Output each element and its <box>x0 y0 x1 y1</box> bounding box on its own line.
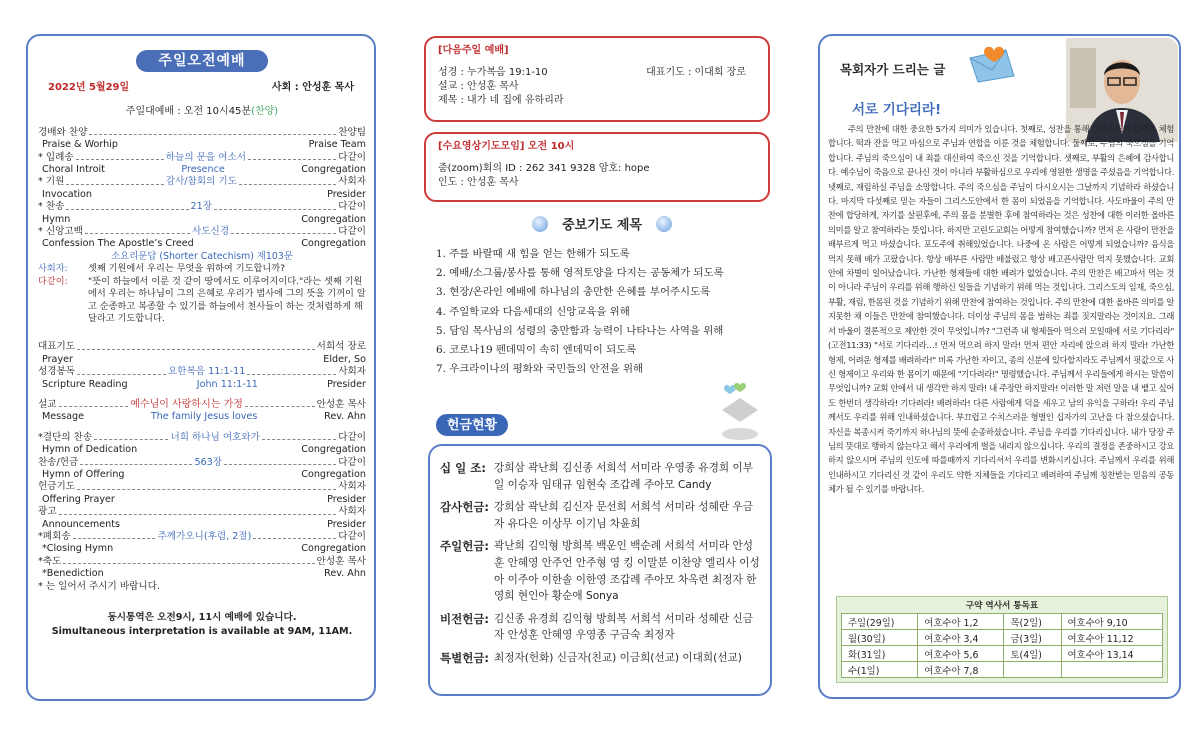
dashed-leader <box>77 349 315 350</box>
reading-row <box>842 646 1163 662</box>
reading-cell: 월(30일) <box>842 630 918 646</box>
spacer <box>38 391 366 399</box>
order-item-leader: 사회자 <box>338 366 367 378</box>
order-item-leader-en: Congregation <box>301 164 366 176</box>
reading-row <box>842 662 1163 678</box>
reading-cell: 토(4일) <box>1004 646 1061 662</box>
dashed-leader <box>253 538 336 539</box>
order-item-ko <box>38 341 366 353</box>
order-item-leader-en: Presider <box>327 493 366 505</box>
offering-names: 강희삼 곽난희 김신자 문선희 서희석 서미라 성혜란 우금자 유다은 이상무 이기님 차윤희 <box>494 501 753 530</box>
order-item-name-en: Offering Prayer <box>42 493 115 505</box>
order-item-en <box>38 164 366 176</box>
order-item-leader: 다같이 <box>338 531 367 542</box>
pastor-letter-panel <box>818 34 1181 699</box>
letter-title: 서로 기다리라! <box>852 102 942 118</box>
order-item-en <box>38 189 366 201</box>
dashed-leader <box>77 374 166 375</box>
dashed-leader <box>248 159 336 160</box>
sermon-title: 예수님이 사랑하시는 가정 <box>130 398 243 410</box>
order-item-name: * 신앙고백 <box>38 226 83 238</box>
order-item-detail: 21장 <box>190 201 213 213</box>
stand-note: * 는 일어서 주시기 바랍니다. <box>38 580 160 592</box>
sermon-title-en: The family Jesus loves <box>150 411 258 423</box>
reading-cell: 주일(29일) <box>842 614 918 630</box>
catechism-answer <box>38 276 366 326</box>
offering-names: 김신종 유경희 김익형 방희복 서희석 서미라 성혜란 신금자 안성훈 안혜영 우영종 구금숙 최정자 <box>494 612 753 642</box>
order-item-leader: 다같이 <box>338 226 366 238</box>
order-item-en <box>38 354 366 366</box>
next-title: 제목 : 내가 네 집에 유하리라 <box>438 95 564 106</box>
order-item-ko <box>38 531 366 543</box>
order-item-en <box>38 519 366 531</box>
order-item-detail: 주께가오니(후렴, 2절) <box>157 531 252 542</box>
interpretation-note <box>38 611 366 639</box>
order-item-leader: 다같이 <box>338 201 366 213</box>
order-item-detail: 563장 <box>194 456 223 468</box>
order-item-leader: 다같이 <box>338 456 366 468</box>
prayer-item: 3. 현장/온라인 예배에 하나님의 충만한 은혜를 부어주시도록 <box>436 286 711 299</box>
reading-schedule <box>841 613 1163 678</box>
order-item-name-en: Confession The Apostle’s Creed <box>42 238 194 250</box>
prayer-item: 6. 코로나19 펜데믹이 속히 엔데믹이 되도록 <box>436 344 637 357</box>
order-item-en <box>38 379 366 391</box>
dashed-leader <box>59 406 129 407</box>
order-item-ko <box>38 226 366 238</box>
order-item-ko <box>38 201 366 213</box>
order-item-leader-en: Congregation <box>301 468 366 480</box>
order-item-leader: 서희석 장로 <box>316 341 366 353</box>
dashed-leader <box>247 374 336 375</box>
question-text: 셋째 기원에서 우리는 무엇을 위하여 기도합니까? <box>88 263 285 275</box>
offering-row <box>440 538 762 604</box>
offering-category: 비전헌금: <box>440 611 490 626</box>
offering-row <box>440 460 762 493</box>
next-week-box <box>424 36 770 122</box>
dashed-leader <box>85 233 190 234</box>
order-item-detail: 요한복음 11:1-11 <box>167 366 246 378</box>
sermon-line <box>38 399 366 411</box>
order-item-leader: 사회자 <box>338 506 366 518</box>
order-item-leader: 사회자 <box>338 481 366 493</box>
order-item-detail-en: Presence <box>181 164 225 176</box>
dashed-leader <box>89 134 336 135</box>
order-item-name-en: Choral Introit <box>42 164 105 176</box>
envelope-heart-icon <box>966 42 1018 84</box>
answer-label: 다같이: <box>38 275 68 287</box>
order-item-name-en: Hymn of Offering <box>42 468 125 480</box>
reading-cell: 여호수아 7,8 <box>918 662 1004 678</box>
order-item-detail: 사도신경 <box>192 226 230 238</box>
worship-title: 주일오전예배 <box>136 50 268 72</box>
next-prayer: 대표기도 : 이대희 장로 <box>646 67 746 78</box>
service-tag: (찬양) <box>251 106 279 118</box>
order-item-leader-en: Congregation <box>301 238 366 250</box>
reading-cell: 여호수아 3,4 <box>918 630 1004 646</box>
bubble-icon <box>532 216 548 232</box>
letter-body: 주의 만찬에 대한 중요한 5가지 의미가 있습니다. 첫째로, 성찬을 통해 그리스도의 임재를 체험합니다. 떡과 잔을 먹고 마심으로 주님과 연합을 이룬 것을 체험합니다. 둘째로, 주님의 죽으심을 기억합니다. 주님의 죽으심이 내 죄를 대신하여 죽으신 것을 기억합니다. 셋째로, 부활의 은혜에 감사합니다. 예수님이 죽음으로 끝나신 것이 아니라 부활하심으로 우리에 영원한 생명을 주셨음을 기억합니다. 넷째로, 재림하실 주님을 소망합니다. 주의 죽으심을 주님이 다시오시는 그날까지 기념하라 하셨습니다. 마지막 다섯째로 믿는 자들이 그리스도안에서 한 몸이 되었음을 기억합니다. 사도바울이 주의 만찬에 합당하게, 자기를 살핀후에, 주의 몸을 분별한 후에 참여하라는 것은 성찬에 대한 이러한 올바른 의미를 알고 참여하라는 뜻입니다. 하지만 고린도교회는 어떻게 참여했습니까? 먼저 온 사람이 만찬을 배부르게 먹고 마셨습니다. 포도주에 취해있었습니다. 나중에 온 사람은 어떻게 되었습니까? 음식을 먹지 못해 배가 고팠습니다. 항상 배부른 사람만 배불렀고 항상 배고픈사람만 먹지 못했습니다. 교회 안에 차별이 일어났습니다. 가난한 형제들에 대한 배려가 없었습니다. 주의 만찬은 배고파서 먹는 것이 아니라 주님이 우리를 위해 행하신 일들을 기념하기 위해 먹는 것입니다. 그리스도의 임재, 죽으심, 부활, 재림, 한몸된 것을 기념하기 위해 만찬에 참여하는 것입니다. 주의 만찬에 대한 올바른 의미를 알지못한 채 이들은 만찬에 참여했습니다. 더이상 주님의 몸을 범하는 죄를 짓지말라는 것이지요. 그래서 바울이 결론적으로 제안한 것이 무엇입니까? "그런즉 내 형제들아 먹으러 모일때에 서로 기다리라"(고전11:33) "서로 기다리라…! 먼저 먹으려 하지 말라! 먼저 편안 자리에 앉으려 하지 말라! 가난한 형제, 어려운 형제를 배려하라!" 비록 가난한 자이고, 종의 신분에 있다할지라도 주님께서 핏값으로 사신 형제이고 우리와 한 몸이기 때문에 "기다려라!" 명령했습니다. 주님께서 우리들에게 하시는 말씀이 무엇입니까? 교회 안에서 내 생각만 하지 말라! 내 주장만 하지말라! 이러한 말 저런 말을 내 뱉고 싶어도 한번더 생각하라! 기다려라! 배려하라! 다른 사람에게 덕을 세우고 남의 유익을 구하라! 우리 주님께서도 우리를 위해 인내하셨습니다. 부끄럽고 수치스러운 형벌인 십자가의 고난을 다 참으셨습니다. 자신을 복종시켜 죽기까지 하나님의 뜻에 순종하셨습니다. 주님을 우리를 기다리십니다. 내가 당장 주님의 뜻대로 행하지 않는다고 해서 우리에게 벌을 내리지 않으십니다. 우리의 결정을 존중하시고 강요하지 않으시며 주님의 인도에 따를때까지 기다리셔서 우리를 변화시키십니다. 주님께서 우리를 위해 인내하시고 기다리신 것 같이 우리도 약한 지체들을 기다리고 배려하여 주님께 칭찬받는 믿음의 공동체가 될 수 있기를 바랍니다. <box>828 124 1174 495</box>
worship-order-panel <box>26 34 376 701</box>
offering-category: 특별헌금: <box>440 650 490 665</box>
order-item-leader: 사회자 <box>338 176 367 188</box>
wednesday-leader: 인도 : 안성훈 목사 <box>438 177 519 188</box>
sermon-line-en <box>38 411 366 423</box>
order-item-name: * 입례송 <box>38 151 74 163</box>
order-item-leader: 찬양팀 <box>338 126 366 138</box>
order-item-name: * 찬송 <box>38 201 65 213</box>
order-item-ko <box>38 432 366 444</box>
order-item-detail: 감사/참회의 기도 <box>165 176 237 188</box>
offering-names: 최정자(헌화) 신금자(친교) 이금희(선교) 이대희(선교) <box>494 651 742 664</box>
next-sermon: 설교 : 안성훈 목사 <box>438 81 519 92</box>
order-item-leader-en: Rev. Ahn <box>324 568 366 580</box>
order-item-name-en: Announcements <box>42 518 121 530</box>
order-item-name-en: Invocation <box>42 188 92 200</box>
order-item-leader: 다같이 <box>338 431 367 443</box>
sermon-label-en: Message <box>42 411 85 423</box>
reading-table-caption: 구약 역사서 통독표 <box>965 601 1039 611</box>
order-item-name-en: Prayer <box>42 353 73 365</box>
order-item-name: 찬송/헌금 <box>38 456 79 468</box>
order-item-detail: 너희 하나님 여호와가 <box>170 431 260 443</box>
order-item-leader-en: Congregation <box>301 213 366 225</box>
offering-row <box>440 650 762 667</box>
order-item-name-en: Hymn <box>42 213 71 225</box>
dashed-leader <box>224 464 336 465</box>
dashed-leader <box>239 184 336 185</box>
order-item-name: *축도 <box>38 555 62 567</box>
dashed-leader <box>76 159 164 160</box>
reading-cell: 화(31일) <box>842 646 918 662</box>
prayer-title: 중보기도 제목 <box>562 218 642 233</box>
offering-category: 십 일 조: <box>440 461 486 475</box>
order-item-name: 대표기도 <box>38 341 76 353</box>
presider: 사회 : 안성훈 목사 <box>271 82 354 93</box>
reading-cell: 수(1일) <box>842 662 918 678</box>
sermon-label: 설교 <box>38 398 57 410</box>
dashed-leader <box>94 439 168 440</box>
order-item-ko <box>38 481 366 493</box>
order-item-name: * 기원 <box>38 176 65 188</box>
order-item-name: 광고 <box>38 506 57 518</box>
order-item-detail-en: John 11:1-11 <box>196 378 258 390</box>
order-item-leader-en: Presider <box>327 378 366 390</box>
order-item-leader-en: Presider <box>327 188 366 200</box>
dashed-leader <box>80 464 192 465</box>
order-item-en <box>38 568 366 580</box>
dashed-leader <box>231 233 336 234</box>
reading-row <box>842 614 1163 630</box>
order-item-ko <box>38 176 366 188</box>
dashed-leader <box>66 184 163 185</box>
reading-row <box>842 630 1163 646</box>
order-item-name-en: *Closing Hymn <box>42 543 114 555</box>
order-item-leader-en: Elder, So <box>323 353 366 365</box>
reading-table <box>836 596 1168 683</box>
prayer-list <box>432 245 772 379</box>
order-item-name-en: *Benediction <box>42 568 104 580</box>
order-item-ko <box>38 127 366 139</box>
reading-cell: 여호수아 11,12 <box>1061 630 1163 646</box>
pastor-header: 목회자가 드리는 글 <box>840 62 946 77</box>
order-item-leader-en: Praise Team <box>308 139 366 151</box>
date-line <box>38 82 366 94</box>
order-item-en <box>38 139 366 151</box>
reading-cell: 여호수아 9,10 <box>1061 614 1163 630</box>
order-item-en <box>38 444 366 456</box>
next-scripture: 성경 : 누가복음 19:1-10 <box>438 67 548 78</box>
order-item-name: *결단의 찬송 <box>38 431 93 443</box>
reading-cell <box>1004 662 1061 678</box>
reading-cell: 목(2일) <box>1004 614 1061 630</box>
reading-cell: 여호수아 1,2 <box>918 614 1004 630</box>
order-item-leader-en: Congregation <box>301 444 366 456</box>
prayer-item: 4. 주일학교와 다음세대의 신앙교육을 위해 <box>436 305 630 318</box>
prayer-item: 5. 담임 목사님의 성령의 충만함과 능력이 나타나는 사역을 위해 <box>436 324 724 337</box>
offering-names: 곽난희 김익형 방희복 백운인 백순례 서희석 서미라 안성훈 안혜영 안주언 안주형 영 킹 이말분 이찬양 엘리사 이성아 이주아 이한솔 이한영 조갑례 주아모 차옥련 최정자 한영희 현인아 황순애 Sonya <box>494 540 760 603</box>
catechism: 소요리문답 (Shorter Catechism) 제103문 <box>111 250 293 262</box>
order-item-name-en: Praise & Worhip <box>42 139 118 151</box>
answer-text: "뜻이 하늘에서 이룬 것 같이 땅에서도 이루어지이다."라는 셋째 기원에서 우리는 하나님이 그의 은혜로 우리가 범사에 그의 뜻을 기꺼이 알고 순종하고 복종할 수 있기를 하늘에서 천사들이 하는 것처럼하게 해 달라고 기도합니다. <box>88 275 366 324</box>
offering-row <box>440 499 762 532</box>
order-list-2 <box>38 341 366 423</box>
prayer-requests <box>432 214 772 379</box>
dashed-leader <box>214 209 336 210</box>
dashed-leader <box>262 439 336 440</box>
prayer-item: 1. 주를 바랄때 새 힘을 얻는 한해가 되도록 <box>436 248 630 260</box>
order-item-leader: 다같이 <box>338 151 366 163</box>
dashed-leader <box>73 538 156 539</box>
hearts-decoration-icon <box>718 380 770 442</box>
offering-category: 감사헌금: <box>440 500 490 515</box>
dashed-leader <box>245 406 315 407</box>
offering-names: 강희삼 곽난희 김신종 서희석 서미라 우영종 유경희 이부일 이승자 임태규 임현숙 조갑례 주아모 Candy <box>494 462 753 491</box>
order-item-detail: 하늘의 문을 여소서 <box>165 151 247 163</box>
order-item-en <box>38 214 366 226</box>
reading-cell: 금(3일) <box>1004 630 1061 646</box>
order-item-en <box>38 494 366 506</box>
order-item-leader-en: Congregation <box>301 543 366 555</box>
service-time-line <box>38 106 366 118</box>
order-list-3 <box>38 432 366 581</box>
reading-cell: 여호수아 5,6 <box>918 646 1004 662</box>
order-item-ko <box>38 457 366 469</box>
dashed-leader <box>59 514 337 515</box>
order-item-ko <box>38 366 366 378</box>
order-item-leader-en: Presider <box>327 518 366 530</box>
interpretation-en: Simultaneous interpretation is available at 9AM, 11AM. <box>51 626 353 638</box>
prayer-item: 7. 우크라이나의 평화와 국민들의 안전을 위해 <box>436 363 644 376</box>
sermon-preacher-en: Rev. Ahn <box>324 411 366 423</box>
next-week-heading: [다음주일 예배] <box>438 45 509 56</box>
order-item-name-en: Scripture Reading <box>42 378 128 390</box>
order-item-leader: 안성훈 목사 <box>316 555 366 567</box>
offering-row <box>440 611 762 644</box>
order-item-ko <box>38 506 366 518</box>
dashed-leader <box>77 489 336 490</box>
dashed-leader <box>63 563 314 564</box>
offering-box <box>428 444 772 696</box>
reading-cell <box>1061 662 1163 678</box>
order-item-name-en: Hymn of Dedication <box>42 444 138 456</box>
order-item-ko <box>38 556 366 568</box>
order-list-1 <box>38 127 366 251</box>
dashed-leader <box>66 209 188 210</box>
offering-title: 헌금현황 <box>436 414 508 436</box>
zoom-info: 줌(zoom)회의 ID : 262 341 9328 암호: hope <box>438 163 650 174</box>
order-item-en <box>38 469 366 481</box>
interpretation-ko: 동시통역은 오전9시, 11시 예배에 있습니다. <box>107 612 297 624</box>
order-item-name: 헌금기도 <box>38 481 76 493</box>
service-time: 주일대예배 : 오전 10시45분 <box>125 106 252 118</box>
reading-cell: 여호수아 13,14 <box>1061 646 1163 662</box>
worship-date: 2022년 5월29일 <box>48 82 130 93</box>
order-item-en <box>38 238 366 250</box>
order-item-name: *폐회송 <box>38 531 71 542</box>
order-item-en <box>38 543 366 555</box>
offering-category: 주일헌금: <box>440 539 490 554</box>
wednesday-heading: [수요영상기도모임] 오전 10시 <box>438 141 575 152</box>
prayer-item: 2. 예배/소그룹/봉사를 통해 영적토양을 다지는 공동체가 되도록 <box>436 267 724 280</box>
order-item-name: 성경봉독 <box>38 366 76 378</box>
question-label: 사회자: <box>38 263 68 275</box>
order-item-ko <box>38 152 366 164</box>
catechism-question <box>38 263 366 275</box>
order-item-name: 경배와 찬양 <box>38 126 88 138</box>
bubble-icon <box>656 216 672 232</box>
wednesday-box <box>424 132 770 202</box>
sermon-preacher: 안성훈 목사 <box>316 398 366 410</box>
